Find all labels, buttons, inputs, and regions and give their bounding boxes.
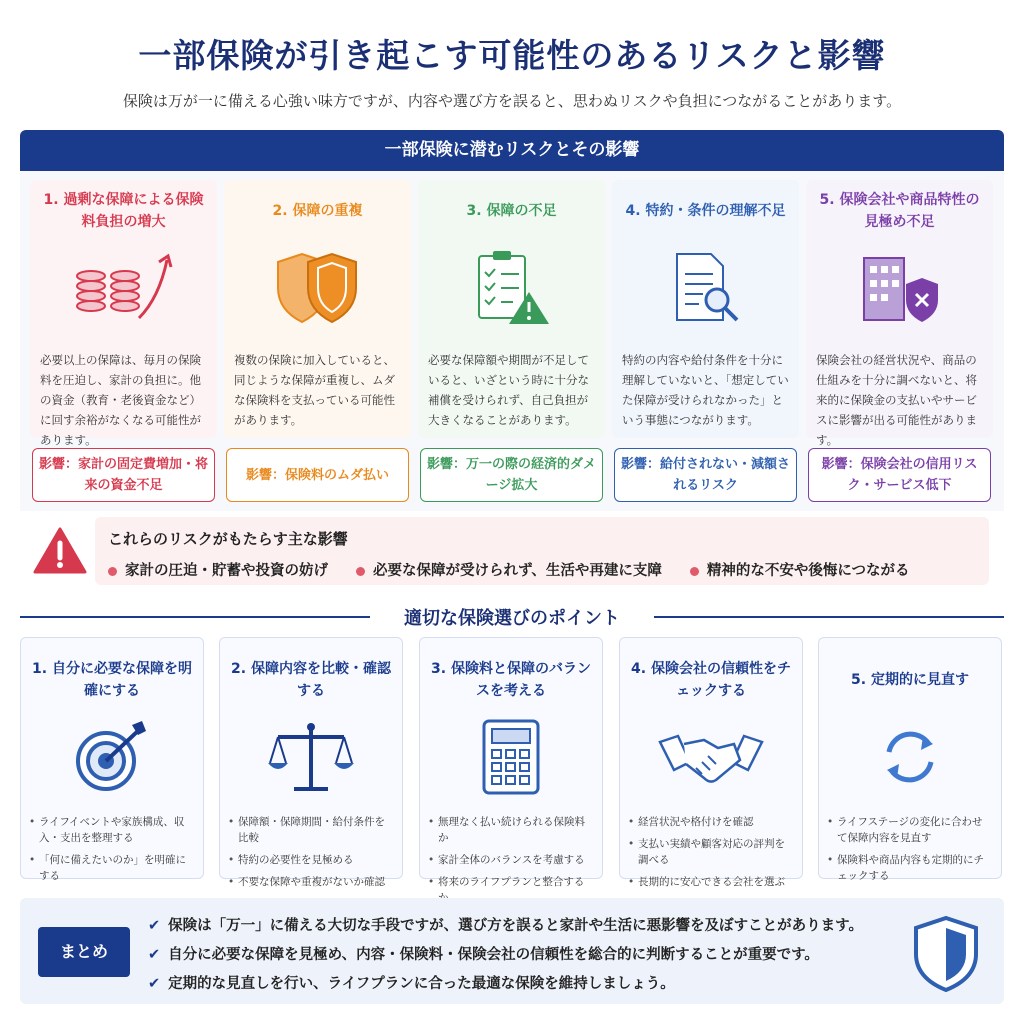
double-shield-icon (234, 238, 401, 338)
point-card-title: 4. 保険会社の信頼性をチェックする (631, 661, 791, 699)
point-card-3 (419, 637, 603, 888)
target-icon (29, 712, 195, 802)
risk-card-title: 3. 保障の不足 (466, 203, 557, 219)
point-bullet: • 家計全体のバランスを考慮する (428, 852, 594, 868)
point-bullet: • ライフイベントや家族構成、収入・支出を整理する (29, 814, 195, 846)
point-bullet: • 長期的に安心できる会社を選ぶ (628, 874, 794, 890)
risk-card-text: 保険会社の経営状況や、商品の仕組みを十分に調べないと、将来的に保険金の支払いやサービスに影響が出る可能性があります。 (816, 353, 977, 447)
impact-box-3: 影響：万一の際の経済的ダメージ拡大 (420, 448, 603, 502)
point-bullet: • 特約の必要性を見極める (228, 852, 394, 868)
point-card-title: 5. 定期的に見直す (851, 672, 969, 688)
point-card-2 (219, 637, 403, 888)
summary-label: まとめ (38, 927, 130, 977)
risk-card-3 (418, 180, 605, 438)
risk-card-title: 5. 保険会社や商品特性の見極め不足 (819, 192, 980, 230)
point-bullet: • 無理なく払い続けられる保険料か (428, 814, 594, 846)
point-card-title: 2. 保障内容を比較・確認する (231, 661, 391, 699)
refresh-icon (827, 712, 993, 802)
checklist-warning-icon (428, 238, 595, 338)
check-icon: ✔ (148, 918, 161, 934)
point-card-title: 1. 自分に必要な保障を明確にする (32, 661, 192, 699)
alert-item (356, 559, 662, 580)
alert-item (108, 559, 328, 580)
point-card-title: 3. 保険料と保障のバランスを考える (431, 661, 591, 699)
points-heading: 適切な保険選びのポイント (404, 608, 620, 629)
point-bullet: • 経営状況や格付けを確認 (628, 814, 794, 830)
risk-card-text: 必要な保障額や期間が不足していると、いざという時に十分な補償を受けられず、自己負担が大きくなることがあります。 (428, 353, 589, 427)
warning-triangle-icon (32, 526, 88, 580)
risk-section-header: 一部保険に潜むリスクとその影響 (20, 130, 1004, 171)
point-bullet: • 保険料や商品内容も定期的にチェックする (827, 852, 993, 884)
coins-rising-icon (40, 238, 207, 338)
risk-card-text: 必要以上の保障は、毎月の保険料を圧迫し、家計の負担に。他の資金（教育・老後資金など）に回す余裕がなくなる可能性があります。 (40, 353, 201, 447)
summary-item-text: 定期的な見直しを行い、ライフプランに合った最適な保険を維持しましょう。 (168, 976, 675, 992)
point-bullet: • 保障額・保障期間・給付条件を比較 (228, 814, 394, 846)
risk-card-title: 4. 特約・条件の理解不足 (625, 203, 786, 219)
summary-item (148, 941, 863, 970)
alert-item-text: 必要な保障が受けられず、生活や再建に支障 (373, 563, 662, 579)
scale-icon (228, 712, 394, 802)
risk-card-title: 2. 保障の重複 (272, 203, 363, 219)
page-title: 一部保険が引き起こす可能性のあるリスクと影響 (138, 36, 886, 75)
summary-item-text: 自分に必要な保障を見極め、内容・保険料・保険会社の信頼性を総合的に判断することが重要です。 (168, 947, 819, 963)
risk-card-1 (30, 180, 217, 447)
point-card-1 (20, 637, 204, 882)
risk-card-2 (224, 180, 411, 438)
alert-items (108, 559, 910, 580)
handshake-icon (628, 712, 794, 802)
shield-icon (910, 914, 982, 998)
summary-item (148, 970, 863, 999)
point-bullet: • ライフステージの変化に合わせて保障内容を見直す (827, 814, 993, 846)
risk-card-text: 特約の内容や給付条件を十分に理解していないと、「想定していた保障が受けられなかった」という事態につながります。 (622, 353, 789, 427)
point-bullet: • 不要な保障や重複がないか確認 (228, 874, 394, 890)
building-shield-icon (816, 238, 983, 338)
summary-item (148, 912, 863, 941)
impact-box-2: 影響：保険料のムダ払い (226, 448, 409, 502)
calculator-icon (428, 712, 594, 802)
point-bullet: • 支払い実績や顧客対応の評判を調べる (628, 836, 794, 868)
alert-item-text: 精神的な不安や後悔につながる (706, 563, 910, 579)
impact-box-1: 影響：家計の固定費増加・将来の資金不足 (32, 448, 215, 502)
point-card-5 (818, 637, 1002, 882)
point-bullet: • 「何に備えたいのか」を明確にする (29, 852, 195, 884)
check-icon: ✔ (148, 976, 161, 992)
summary-list (148, 912, 863, 999)
alert-title: これらのリスクがもたらす主な影響 (108, 530, 348, 548)
point-bullet: • 将来のライフプランと整合する (428, 874, 594, 906)
summary-item-text: 保険は「万一」に備える大切な手段ですが、選び方を誤ると家計や生活に悪影響を及ぼすことがあります。 (168, 918, 863, 934)
risk-card-title: 1. 過剰な保障による保険料負担の増大 (43, 192, 204, 230)
page-subtitle: 保険は万が一に備える心強い味方ですが、内容や選び方を誤ると、思わぬリスクや負担につながることがあります。 (122, 92, 902, 110)
alert-item (690, 559, 910, 580)
risk-card-5 (806, 180, 993, 447)
alert-item-text: 家計の圧迫・貯蓄や投資の妨げ (125, 563, 328, 579)
point-card-4 (619, 637, 803, 888)
risk-card-4 (612, 180, 799, 438)
impact-box-4: 影響：給付されない・減額されるリスク (614, 448, 797, 502)
impact-box-5: 影響：保険会社の信用リスク・サービス低下 (808, 448, 991, 502)
check-icon: ✔ (148, 947, 161, 963)
document-search-icon (622, 238, 789, 338)
risk-card-text: 複数の保険に加入していると、同じような保障が重複し、ムダな保険料を支払っている可能性があります。 (234, 353, 395, 427)
